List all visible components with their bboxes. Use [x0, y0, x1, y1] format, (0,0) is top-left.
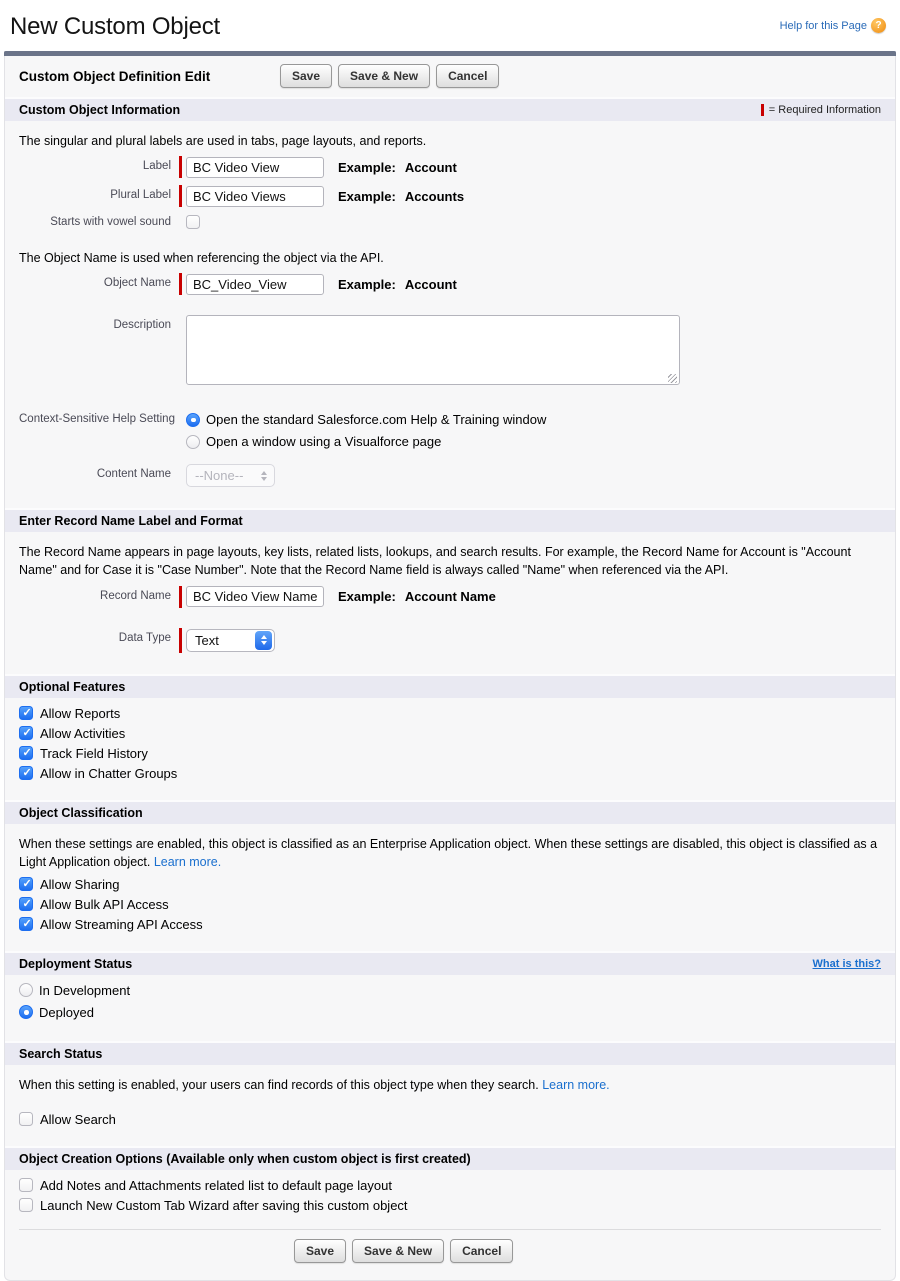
allow-reports-checkbox[interactable]: [19, 706, 33, 720]
label-row: [19, 156, 881, 178]
deployed-label: Deployed: [39, 1004, 94, 1020]
section-title: Object Classification: [19, 805, 143, 820]
resize-grip-icon[interactable]: [668, 374, 677, 383]
add-notes-attachments-item: [19, 1178, 881, 1193]
allow-sharing-checkbox[interactable]: [19, 877, 33, 891]
record-name-example: Example: Account Name: [338, 589, 496, 604]
required-bar-icon: [761, 104, 764, 116]
section-header-record-name: [5, 508, 895, 532]
allow-chatter-groups-label: Allow in Chatter Groups: [40, 765, 178, 781]
section-body-optional-features: [5, 698, 895, 800]
section-header-object-classification: [5, 800, 895, 824]
help-for-this-page-link[interactable]: [780, 18, 886, 33]
help-setting-label: Context-Sensitive Help Setting: [19, 413, 175, 426]
deployed-option: [19, 1005, 881, 1020]
classification-learn-more-link[interactable]: Learn more.: [153, 854, 222, 869]
allow-search-label: Allow Search: [40, 1111, 116, 1127]
cancel-button[interactable]: Cancel: [436, 64, 499, 88]
allow-reports-label: Allow Reports: [40, 705, 121, 721]
bottom-button-bar: [19, 1229, 881, 1274]
object-name-row: [19, 273, 881, 295]
allow-bulk-api-item: [19, 897, 881, 912]
content-name-select: [186, 464, 275, 487]
content-name-label: Content Name: [96, 468, 171, 481]
save-and-new-button[interactable]: Save & New: [338, 64, 430, 88]
required-bar-icon: [179, 185, 182, 207]
add-notes-attachments-checkbox[interactable]: [19, 1178, 33, 1192]
label-field-label: Label: [142, 160, 171, 173]
allow-activities-checkbox[interactable]: [19, 726, 33, 740]
section-body-object-classification: [5, 824, 895, 951]
required-bar-icon: [179, 586, 182, 608]
allow-chatter-groups-checkbox[interactable]: [19, 766, 33, 780]
object-name-field-label: Object Name: [103, 277, 171, 290]
launch-tab-wizard-checkbox[interactable]: [19, 1198, 33, 1212]
track-field-history-checkbox[interactable]: [19, 746, 33, 760]
in-development-label: In Development: [39, 982, 131, 998]
allow-sharing-label: Allow Sharing: [40, 876, 120, 892]
launch-tab-wizard-label: Launch New Custom Tab Wizard after saving this custom object: [40, 1197, 408, 1213]
allow-reports-item: [19, 706, 881, 721]
classification-intro-text: When these settings are enabled, this object is classified as an Enterprise Application object. When these settings are disabled, this object is classified as a Light Application object. Learn more.: [19, 836, 878, 869]
what-is-this-link[interactable]: What is this?: [812, 957, 881, 970]
edit-toolbar: [5, 56, 895, 97]
toolbar-title: Custom Object Definition Edit: [19, 68, 211, 84]
record-name-field-label: Record Name: [100, 589, 171, 602]
page-header: [0, 0, 900, 52]
help-setting-option-standard: [186, 412, 546, 427]
object-name-input[interactable]: [186, 274, 324, 295]
allow-search-checkbox[interactable]: [19, 1112, 33, 1126]
launch-tab-wizard-item: [19, 1198, 881, 1213]
data-type-row: [19, 628, 881, 653]
track-field-history-label: Track Field History: [40, 745, 148, 761]
allow-bulk-api-checkbox[interactable]: [19, 897, 33, 911]
section-header-object-creation-options: [5, 1146, 895, 1170]
section-body-custom-object-information: [5, 121, 895, 508]
chevron-updown-icon: [255, 466, 272, 485]
section-title: Object Creation Options (Available only when custom object is first created): [19, 1151, 471, 1166]
section-body-record-name: [5, 532, 895, 673]
label-example: Example: Account: [338, 159, 457, 175]
section-body-search-status: [5, 1065, 895, 1146]
help-setting-option-visualforce: [186, 434, 546, 449]
allow-activities-label: Allow Activities: [40, 725, 126, 741]
label-input[interactable]: [186, 157, 324, 178]
description-field-label: Description: [113, 319, 171, 332]
allow-sharing-item: [19, 877, 881, 892]
required-legend-label: = Required Information: [768, 104, 881, 116]
vowel-sound-label: Starts with vowel sound: [50, 216, 171, 229]
section-title: Optional Features: [19, 679, 126, 694]
section-header-deployment-status: [5, 951, 895, 975]
vowel-sound-row: [19, 215, 881, 229]
required-bar-icon: [179, 628, 182, 653]
in-development-radio[interactable]: [19, 983, 33, 997]
object-name-example: Example: Account: [338, 276, 457, 292]
required-information-legend: [761, 104, 881, 116]
help-question-icon: ?: [871, 18, 886, 33]
data-type-field-label: Data Type: [118, 631, 171, 644]
search-learn-more-link[interactable]: Learn more.: [542, 1077, 610, 1092]
api-intro-text: The Object Name is used when referencing the object via the API.: [19, 251, 384, 266]
content-name-row: [19, 464, 881, 487]
help-setting-row: [19, 412, 881, 456]
allow-search-item: [19, 1112, 881, 1127]
search-intro-text: When this setting is enabled, your users can find records of this object type when they search. Learn more.: [19, 1077, 610, 1092]
in-development-option: [19, 983, 881, 998]
section-title: Search Status: [19, 1046, 103, 1061]
plural-label-field-label: Plural Label: [110, 189, 171, 202]
required-bar-icon: [179, 273, 182, 295]
save-and-new-button-bottom[interactable]: Save & New: [352, 1239, 444, 1263]
plural-label-example: Example: Accounts: [338, 188, 465, 204]
deployed-radio[interactable]: [19, 1005, 33, 1019]
plural-label-row: [19, 185, 881, 207]
cancel-button-bottom[interactable]: Cancel: [450, 1239, 513, 1263]
section-header-custom-object-information: [5, 97, 895, 121]
labels-intro-text: The singular and plural labels are used in tabs, page layouts, and reports.: [19, 134, 427, 148]
section-title: Enter Record Name Label and Format: [19, 514, 243, 529]
visualforce-help-radio-label: Open a window using a Visualforce page: [206, 434, 442, 450]
content-name-select-value: --None--: [195, 468, 244, 484]
vowel-sound-checkbox[interactable]: [186, 215, 200, 229]
description-textarea[interactable]: [186, 315, 680, 385]
section-title: Deployment Status: [19, 956, 133, 971]
standard-help-radio-label: Open the standard Salesforce.com Help & Training window: [206, 412, 547, 428]
allow-chatter-groups-item: [19, 766, 881, 781]
record-name-intro-text: The Record Name appears in page layouts, key lists, related lists, lookups, and search results. For example, the Record Name for Account is "Account Name" and for Case it is "Case Number". Note that the Record Name field is always called "Name" when referenced via the API.: [19, 545, 851, 578]
required-bar-icon: [179, 156, 182, 178]
standard-help-radio[interactable]: [186, 413, 200, 427]
section-header-optional-features: [5, 674, 895, 698]
section-body-object-creation-options: [5, 1170, 895, 1278]
custom-object-form: [4, 51, 896, 1281]
track-field-history-item: [19, 746, 881, 761]
allow-streaming-api-checkbox[interactable]: [19, 917, 33, 931]
visualforce-help-radio[interactable]: [186, 435, 200, 449]
data-type-select-value: Text: [195, 632, 219, 648]
section-body-deployment-status: [5, 975, 895, 1041]
description-row: [19, 315, 881, 388]
save-button-bottom[interactable]: Save: [294, 1239, 346, 1263]
section-title: Custom Object Information: [19, 103, 181, 117]
chevron-updown-icon: [255, 631, 272, 650]
data-type-select[interactable]: [186, 629, 275, 652]
allow-streaming-api-label: Allow Streaming API Access: [40, 916, 203, 932]
add-notes-attachments-label: Add Notes and Attachments related list to default page layout: [40, 1177, 392, 1193]
section-header-search-status: [5, 1041, 895, 1065]
plural-label-input[interactable]: [186, 186, 324, 207]
help-link-label: Help for this Page: [779, 19, 867, 32]
allow-streaming-api-item: [19, 917, 881, 932]
record-name-row: [19, 586, 881, 608]
allow-bulk-api-label: Allow Bulk API Access: [40, 896, 169, 912]
allow-activities-item: [19, 726, 881, 741]
save-button[interactable]: Save: [280, 64, 332, 88]
record-name-input[interactable]: [186, 586, 324, 607]
page-title: New Custom Object: [10, 13, 220, 40]
